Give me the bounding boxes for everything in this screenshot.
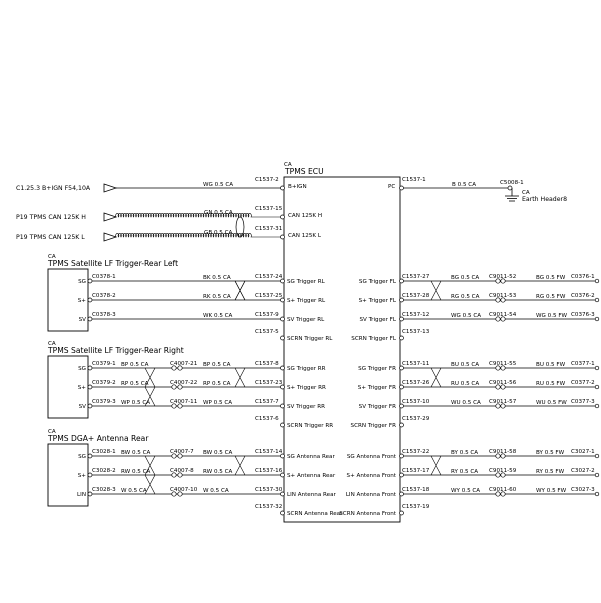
ecu-screen-pin-label: SCRN Antenna Front [339, 511, 396, 517]
sensor-pin-label: S+ [77, 298, 86, 304]
right-wire-label-left: RU 0.5 CA [451, 381, 480, 387]
ecu-pin-label: SG Antenna Rear [287, 454, 335, 460]
right-wire-label-right: WG 0.5 FW [536, 313, 568, 319]
ecu-conn-label: C1537-14 [255, 449, 283, 455]
can-h-wire-label: GN 0.5 CA [204, 210, 233, 216]
right-wire-label-left: WG 0.5 CA [451, 313, 482, 319]
right-wire-label-left: WY 0.5 CA [451, 488, 481, 494]
inline-conn-label: C4007-8 [170, 468, 194, 474]
ecu-pin-label: LIN Antenna Front [345, 492, 396, 498]
ecu-pin [281, 366, 285, 370]
ecu-conn-label: C1537-12 [402, 312, 430, 318]
end-conn-label: C3027-3 [571, 487, 595, 493]
sensor-ca-label: CA [48, 341, 56, 347]
right-group-3 [339, 449, 599, 517]
ecu-pin-label: SG Trigger FR [358, 366, 396, 372]
ground-earth-label: Earth Header8 [522, 196, 568, 203]
ecu-pin-can-h: CAN 125K H [288, 213, 323, 219]
sensor-wire-label-left: RP 0.5 CA [121, 381, 149, 387]
ecu-box [284, 177, 400, 522]
ecu-screen-pin [281, 511, 285, 515]
can-h-conn-label: C1537-15 [255, 206, 283, 212]
ecu-pin [281, 404, 285, 408]
sensor-wire-label-right: WP 0.5 CA [203, 400, 233, 406]
twist-symbol [431, 281, 441, 300]
ecu-conn-label: C1537-9 [255, 312, 279, 318]
end-conn-label: C0377-2 [571, 380, 595, 386]
can-twist-loop [236, 217, 244, 237]
sensor-wire-label-left: RW 0.5 CA [121, 469, 151, 475]
sensor-conn-label: C0378-2 [92, 293, 116, 299]
sensor-pin-label: SG [78, 454, 86, 460]
end-conn-label: C3027-2 [571, 468, 595, 474]
tpms-ecu [284, 162, 400, 522]
splice-label: C9011-57 [489, 399, 517, 405]
ecu-pin-label: S+ Trigger FL [358, 298, 396, 304]
can-h-input-label: P19 TPMS CAN 125K H [16, 214, 86, 221]
sensor-pin-label: SG [78, 279, 86, 285]
can-l-input-label: P19 TPMS CAN 125K L [16, 234, 85, 241]
sensor-wire-label-right: WK 0.5 CA [203, 313, 233, 319]
ecu-screen-conn-label: C1537-29 [402, 416, 430, 422]
sensor-conn-label: C0379-2 [92, 380, 116, 386]
ecu-pin-label: S+ Trigger RR [287, 385, 326, 391]
ground-ecu-conn: C1537-1 [402, 177, 426, 183]
ecu-screen-pin-label: SCRN Antenna Rear [287, 511, 343, 517]
sensor-ca-label: CA [48, 429, 56, 435]
ground-splice-label: C5008-1 [500, 180, 524, 186]
sensor-conn-label: C0378-1 [92, 274, 116, 280]
sensor-wire-label-right: W 0.5 CA [203, 488, 229, 494]
right-group-1 [351, 274, 599, 342]
right-wire-label-left: WU 0.5 CA [451, 400, 481, 406]
right-group-2 [351, 361, 599, 429]
splice-label: C9011-54 [489, 312, 517, 318]
bign-wire-label: WG 0.5 CA [203, 182, 234, 188]
sensor-wire-label-left: WP 0.5 CA [121, 400, 151, 406]
ecu-screen-conn-label: C1537-5 [255, 329, 279, 335]
end-pin [595, 298, 599, 302]
ecu-conn-label: C1537-22 [402, 449, 430, 455]
ecu-conn-label: C1537-28 [402, 293, 430, 299]
sensor-wire-label-left: W 0.5 CA [121, 488, 147, 494]
splice-label: C9011-52 [489, 274, 517, 280]
end-pin [595, 454, 599, 458]
ecu-conn-label: C1537-10 [402, 399, 430, 405]
sensor-pin-label: LIN [77, 492, 86, 498]
end-pin [595, 279, 599, 283]
end-conn-label: C3027-1 [571, 449, 595, 455]
ecu-screen-conn-label: C1537-19 [402, 504, 430, 510]
sensor-wire-label-right: BW 0.5 CA [203, 450, 233, 456]
ecu-conn-label: C1537-7 [255, 399, 279, 405]
bign-ecu-pin [281, 186, 285, 190]
ecu-screen-pin [281, 423, 285, 427]
sensor-pin-label: SV [78, 404, 86, 410]
ground-splice [508, 186, 512, 190]
ecu-screen-conn-label: C1537-13 [402, 329, 430, 335]
right-wire-label-right: BY 0.5 FW [536, 450, 565, 456]
ecu-conn-label: C1537-11 [402, 361, 430, 367]
splice-label: C9011-59 [489, 468, 517, 474]
right-wire-label-left: BY 0.5 CA [451, 450, 479, 456]
ecu-conn-label: C1537-18 [402, 487, 430, 493]
sensor-title: TPMS Satellite LF Trigger-Rear Left [48, 259, 179, 268]
ecu-pin-label: S+ Antenna Front [346, 473, 396, 479]
ecu-screen-pin-label: SCRN Trigger FR [350, 423, 396, 429]
ecu-pin [281, 317, 285, 321]
right-wire-label-right: RG 0.5 FW [536, 294, 566, 300]
end-pin [595, 404, 599, 408]
ecu-pin-bign: B+IGN [288, 184, 307, 190]
end-conn-label: C0376-1 [571, 274, 595, 280]
twist-symbol [235, 456, 245, 475]
ecu-pin-can-l: CAN 125K L [288, 233, 321, 239]
twist-symbol [431, 368, 441, 387]
sensor-conn-label: C3028-1 [92, 449, 116, 455]
ecu-conn-label: C1537-26 [402, 380, 430, 386]
ecu-pin-pc: PC [388, 184, 396, 190]
twist-symbol [145, 368, 155, 387]
splice-label: C9011-53 [489, 293, 517, 299]
sensor-conn-label: C0378-3 [92, 312, 116, 318]
sensor-conn-label: C0379-1 [92, 361, 116, 367]
ecu-conn-label: C1537-30 [255, 487, 283, 493]
ecu-conn-label: C1537-16 [255, 468, 283, 474]
ground-ca-label: CA [522, 190, 530, 196]
ground-circuit [400, 177, 568, 203]
sensor-conn-label: C0379-3 [92, 399, 116, 405]
right-wire-label-right: RY 0.5 FW [536, 469, 565, 475]
ecu-pin-label: S+ Antenna Rear [287, 473, 336, 479]
ecu-screen-pin [400, 423, 404, 427]
ecu-conn-label: C1537-17 [402, 468, 430, 474]
inline-conn-label: C4007-7 [170, 449, 194, 455]
ecu-pin-label: S+ Trigger RL [287, 298, 326, 304]
twist-symbol [235, 368, 245, 387]
ecu-screen-pin [400, 511, 404, 515]
sensor-group-1 [47, 254, 333, 342]
ecu-title: TPMS ECU [285, 167, 324, 176]
twist-symbol [235, 281, 245, 300]
ecu-conn-label: C1537-23 [255, 380, 283, 386]
right-wire-label-right: BG 0.5 FW [536, 275, 566, 281]
inline-conn-label: C4007-11 [170, 399, 198, 405]
end-conn-label: C0376-3 [571, 312, 595, 318]
sensor-wire-label-right: BK 0.5 CA [203, 275, 231, 281]
ecu-pin-label: SG Trigger FL [358, 279, 396, 285]
inline-conn-label: C4007-10 [170, 487, 198, 493]
sensor-wire-label-left: BW 0.5 CA [121, 450, 151, 456]
ecu-conn-label: C1537-27 [402, 274, 430, 280]
ecu-screen-pin-label: SCRN Trigger RL [287, 336, 333, 342]
sensor-conn-label: C3028-2 [92, 468, 116, 474]
ecu-ca-label: CA [284, 162, 292, 168]
sensor-pin-label: SG [78, 366, 86, 372]
bign-conn-label: C1537-2 [255, 177, 279, 183]
sensor-ca-label: CA [48, 254, 56, 260]
pc-ecu-pin [400, 186, 404, 190]
sensor-wire-label-right: RW 0.5 CA [203, 469, 233, 475]
right-wire-label-left: RY 0.5 CA [451, 469, 479, 475]
bign-input-label: C1.25.3 B+IGN F54,10A [16, 185, 91, 192]
end-conn-label: C0377-1 [571, 361, 595, 367]
ecu-pin-label: SV Trigger RL [287, 317, 325, 323]
end-pin [595, 317, 599, 321]
ecu-conn-label: C1537-8 [255, 361, 279, 367]
inline-conn-label: C4007-21 [170, 361, 198, 367]
can-l-wire-label: GB 0.5 CA [204, 230, 233, 236]
sensor-group-2 [47, 341, 333, 429]
right-wire-label-left: BG 0.5 CA [451, 275, 480, 281]
inline-conn-label: C4007-22 [170, 380, 198, 386]
ecu-pin-label: SG Trigger RR [287, 366, 326, 372]
sensor-pin-label: S+ [77, 473, 86, 479]
ecu-screen-pin-label: SCRN Trigger FL [351, 336, 396, 342]
end-pin [595, 492, 599, 496]
sensor-group-3 [47, 429, 343, 517]
sensor-title: TPMS DGA+ Antenna Rear [48, 434, 149, 443]
can-l-ecu-pin [281, 235, 285, 239]
ecu-pin-label: SG Trigger RL [287, 279, 325, 285]
right-wire-label-right: WU 0.5 FW [536, 400, 567, 406]
right-wire-label-right: WY 0.5 FW [536, 488, 567, 494]
end-pin [595, 385, 599, 389]
end-pin [595, 473, 599, 477]
splice-label: C9011-58 [489, 449, 517, 455]
end-pin [595, 366, 599, 370]
twist-symbol [145, 475, 155, 494]
can-h-ecu-pin [281, 215, 285, 219]
ground-wire-label: B 0.5 CA [452, 182, 477, 188]
can-l-conn-label: C1537-31 [255, 226, 283, 232]
ecu-conn-label: C1537-24 [255, 274, 283, 280]
splice-label: C9011-55 [489, 361, 517, 367]
ecu-pin-label: SV Trigger FR [358, 404, 396, 410]
input-wires [16, 177, 285, 241]
sensor-title: TPMS Satellite LF Trigger-Rear Right [48, 346, 184, 355]
sensor-wire-label-right: BP 0.5 CA [203, 362, 231, 368]
twist-symbol [431, 456, 441, 475]
right-wire-label-right: RU 0.5 FW [536, 381, 566, 387]
ecu-conn-label: C1537-25 [255, 293, 283, 299]
sensor-pin-label: SV [78, 317, 86, 323]
ecu-screen-conn-label: C1537-32 [255, 504, 283, 510]
sensor-wire-label-right: RP 0.5 CA [203, 381, 231, 387]
right-wire-label-right: BU 0.5 FW [536, 362, 566, 368]
splice-label: C9011-60 [489, 487, 517, 493]
ecu-pin-label: S+ Trigger FR [357, 385, 396, 391]
ecu-screen-conn-label: C1537-6 [255, 416, 279, 422]
sensor-circuits [47, 254, 343, 517]
ecu-pin-label: LIN Antenna Rear [287, 492, 336, 498]
ecu-pin-label: SV Trigger FL [359, 317, 396, 323]
sensor-pin-label: S+ [77, 385, 86, 391]
end-conn-label: C0376-2 [571, 293, 595, 299]
ecu-pin-label: SG Antenna Front [346, 454, 396, 460]
ecu-pin-label: SV Trigger RR [287, 404, 325, 410]
ecu-screen-pin [400, 336, 404, 340]
splice-label: C9011-56 [489, 380, 517, 386]
sensor-wire-label-left: BP 0.5 CA [121, 362, 149, 368]
sensor-conn-label: C3028-3 [92, 487, 116, 493]
right-wire-label-left: RG 0.5 CA [451, 294, 480, 300]
ecu-screen-pin-label: SCRN Trigger RR [287, 423, 334, 429]
end-conn-label: C0377-3 [571, 399, 595, 405]
sensor-wire-label-right: RK 0.5 CA [203, 294, 231, 300]
right-wire-label-left: BU 0.5 CA [451, 362, 480, 368]
right-circuits [339, 274, 599, 517]
ecu-screen-pin [281, 336, 285, 340]
